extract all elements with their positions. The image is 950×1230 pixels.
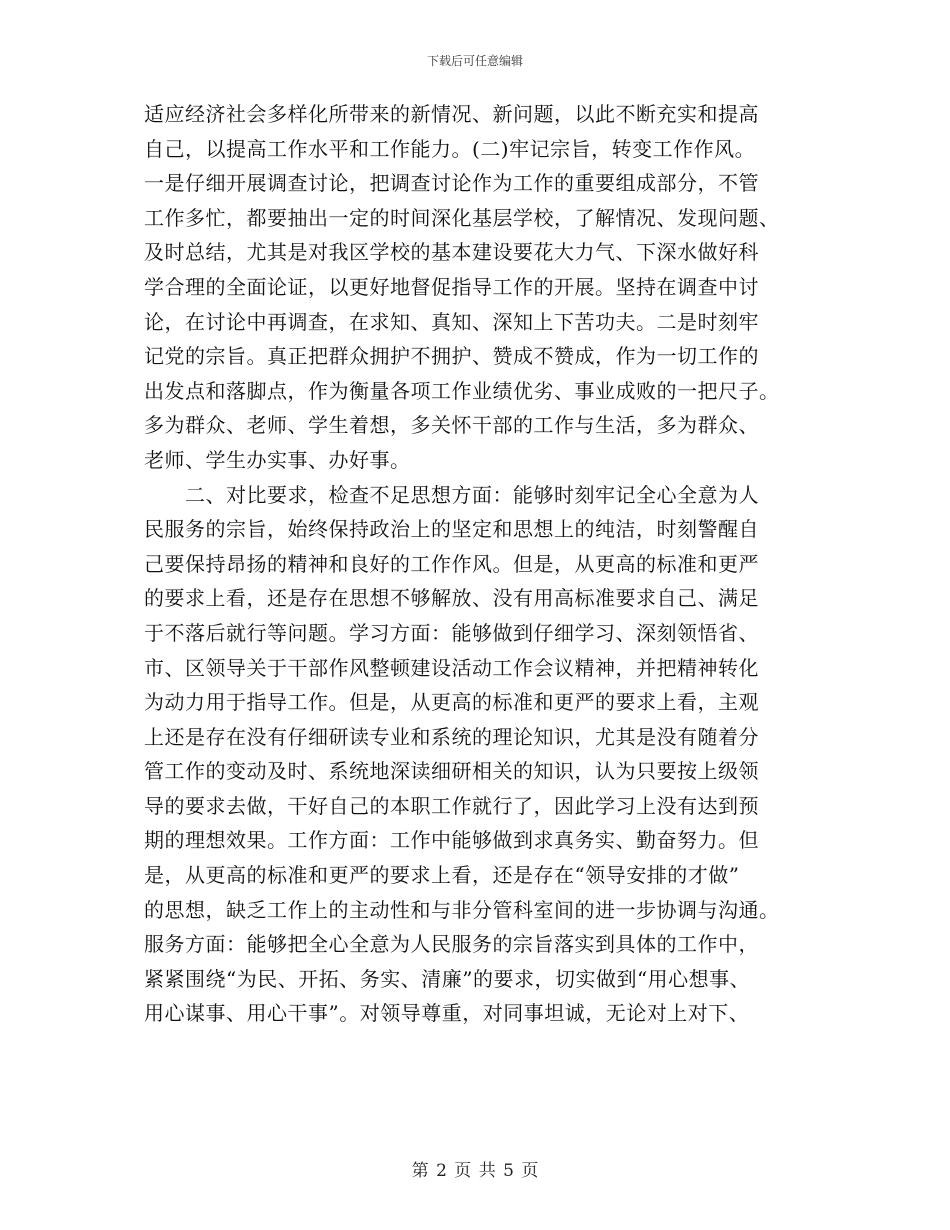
text-line: 论，在讨论中再调查，在求知、真知、深知上下苦功夫。二是时刻牢 bbox=[144, 309, 759, 334]
text-line: 期的理想效果。工作方面：工作中能够做到求真务实、勤奋努力。但 bbox=[144, 828, 759, 853]
text-line: 为动力用于指导工作。但是，从更高的标准和更严的要求上看，主观 bbox=[144, 690, 759, 715]
text-line: 记党的宗旨。真正把群众拥护不拥护、赞成不赞成，作为一切工作的 bbox=[144, 344, 759, 369]
text-line: 自己，以提高工作水平和工作能力。(二)牢记宗旨，转变工作作风。 bbox=[144, 136, 756, 161]
text-line: 用心谋事、用心干事”。对领导尊重，对同事坦诚，无论对上对下、 bbox=[144, 1001, 750, 1026]
text-line: 学合理的全面论证，以更好地督促指导工作的开展。坚持在调查中讨 bbox=[144, 274, 759, 299]
text-line: 服务方面：能够把全心全意为人民服务的宗旨落实到具体的工作中， bbox=[144, 932, 759, 957]
text-line: 己要保持昂扬的精神和良好的工作作风。但是，从更高的标准和更严 bbox=[144, 551, 759, 576]
text-line: 二、对比要求，检查不足思想方面：能够时刻牢记全心全意为人 bbox=[144, 482, 759, 507]
text-line: 导的要求去做，干好自己的本职工作就行了，因此学习上没有达到预 bbox=[144, 793, 759, 818]
text-line: 紧紧围绕“为民、开拓、务实、清廉”的要求，切实做到“用心想事、 bbox=[144, 966, 751, 991]
text-line: 工作多忙，都要抽出一定的时间深化基层学校，了解情况、发现问题、 bbox=[144, 205, 780, 230]
document-body bbox=[144, 97, 814, 1031]
text-line: 于不落后就行等问题。学习方面：能够做到仔细学习、深刻领悟省、 bbox=[144, 620, 759, 645]
text-line: 市、区领导关于干部作风整顿建设活动工作会议精神，并把精神转化 bbox=[144, 655, 759, 680]
text-line: 是，从更高的标准和更严的要求上看，还是存在“领导安排的才做” bbox=[144, 863, 740, 888]
text-line: 管工作的变动及时、系统地深读细研相关的知识，认为只要按上级领 bbox=[144, 759, 759, 784]
text-line: 适应经济社会多样化所带来的新情况、新问题，以此不断充实和提高 bbox=[144, 102, 759, 126]
text-line: 民服务的宗旨，始终保持政治上的坚定和思想上的纯洁，时刻警醒自 bbox=[144, 517, 759, 542]
page-footer: 第 2 页 共 5 页 bbox=[411, 1161, 539, 1181]
text-line: 老师、学生办实事、办好事。 bbox=[144, 447, 411, 472]
text-line: 的思想，缺乏工作上的主动性和与非分管科室间的进一步协调与沟通。 bbox=[144, 897, 780, 922]
text-line: 出发点和落脚点，作为衡量各项工作业绩优劣、事业成败的一把尺子。 bbox=[144, 378, 780, 403]
text-line: 上还是存在没有仔细研读专业和系统的理论知识，尤其是没有随着分 bbox=[144, 724, 759, 749]
page-header: 下载后可任意编辑 bbox=[426, 54, 523, 68]
text-line: 的要求上看，还是存在思想不够解放、没有用高标准要求自己、满足 bbox=[144, 586, 759, 611]
text-line: 及时总结，尤其是对我区学校的基本建设要花大力气、下深水做好科 bbox=[144, 240, 759, 265]
text-line: 一是仔细开展调查讨论，把调查讨论作为工作的重要组成部分，不管 bbox=[144, 171, 759, 196]
text-line: 多为群众、老师、学生着想，多关怀干部的工作与生活，多为群众、 bbox=[144, 413, 759, 438]
